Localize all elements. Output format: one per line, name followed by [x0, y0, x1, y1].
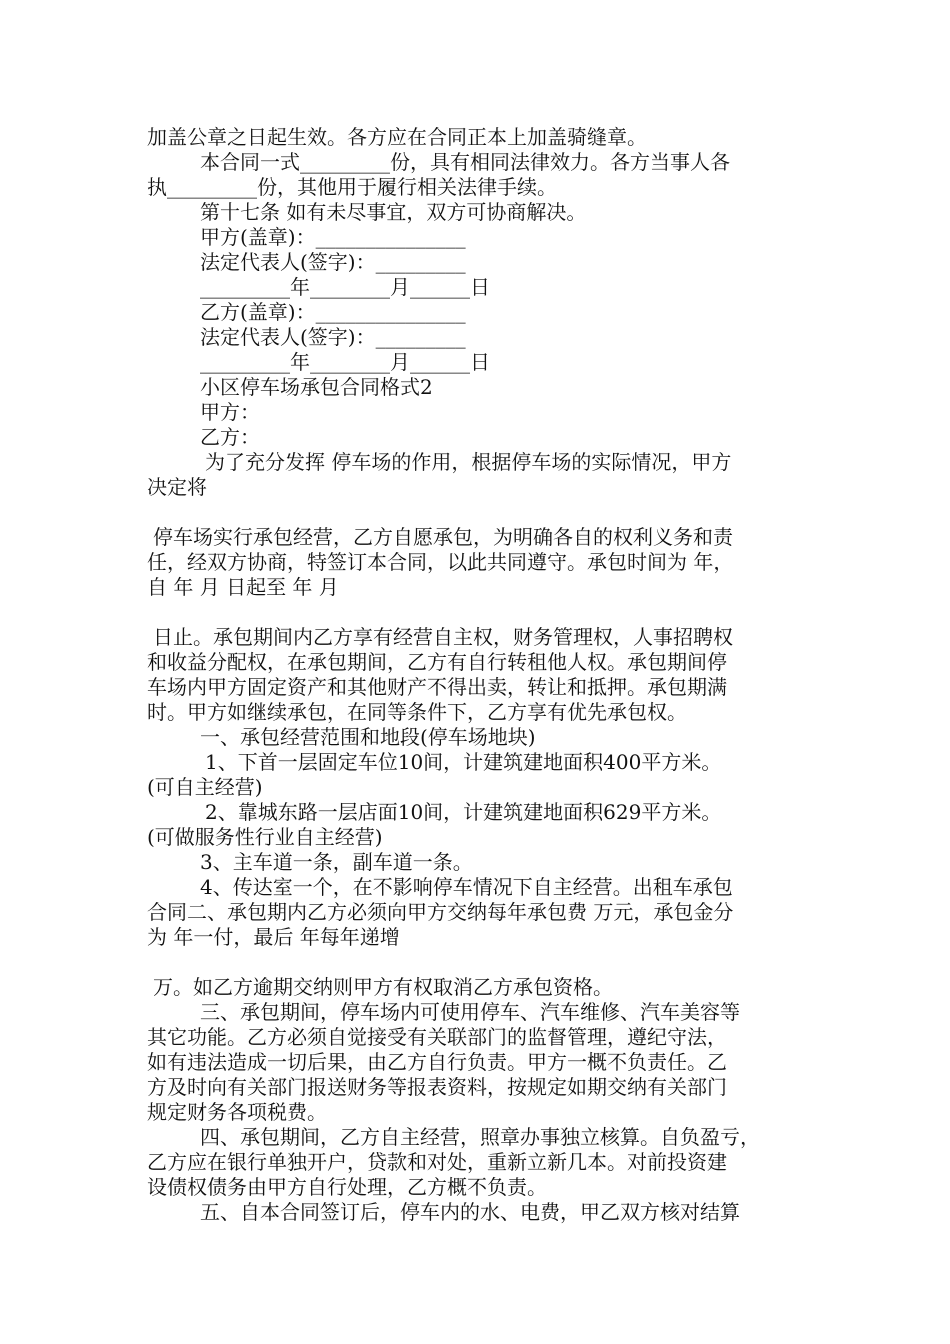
text-line: 方及时向有关部门报送财务等报表资料，按规定如期交纳有关部门 [147, 1075, 727, 1099]
clause-heading: 一、承包经营范围和地段(停车场地块) [200, 725, 536, 749]
clause-heading: 四、承包期间，乙方自主经营，照章办事独立核算。自负盈亏， [200, 1125, 760, 1149]
party-a-seal-line: 甲方(盖章)：_______________ [200, 225, 466, 249]
party-a-representative-line: 法定代表人(签字)：_________ [200, 250, 466, 274]
text-line: 其它功能。乙方必须自觉接受有关联部门的监督管理，遵纪守法， [147, 1025, 727, 1049]
text-line: (可做服务性行业自主经营) [147, 825, 383, 849]
party-b-date-line: _________年________月______日 [200, 350, 490, 374]
text-line: 本合同一式_________份，具有相同法律效力。各方当事人各 [200, 150, 730, 174]
text-line: 合同二、承包期内乙方必须向甲方交纳每年承包费 万元，承包金分 [147, 900, 734, 924]
text-line: 时。甲方如继续承包，在同等条件下，乙方享有优先承包权。 [147, 700, 687, 724]
party-a-label: 甲方： [200, 400, 260, 424]
text-line: 停车场实行承包经营，乙方自愿承包，为明确各自的权利义务和责 [153, 525, 733, 549]
article-17-line: 第十七条 如有未尽事宜，双方可协商解决。 [200, 200, 587, 224]
party-b-label: 乙方： [200, 425, 260, 449]
text-line: 加盖公章之日起生效。各方应在合同正本上加盖骑缝章。 [147, 125, 647, 149]
party-b-seal-line: 乙方(盖章)：_______________ [200, 300, 466, 324]
clause-heading: 三、承包期间，停车场内可使用停车、汽车维修、汽车美容等 [200, 1000, 740, 1024]
text-line: 为 年一付，最后 年每年递增 [147, 925, 400, 949]
text-line: 车场内甲方固定资产和其他财产不得出卖，转让和抵押。承包期满 [147, 675, 727, 699]
text-line: 日止。承包期间内乙方享有经营自主权，财务管理权，人事招聘权 [153, 625, 733, 649]
text-line: 如有违法造成一切后果，由乙方自行负责。甲方一概不负责任。乙 [147, 1050, 727, 1074]
text-line: 3、主车道一条，副车道一条。 [200, 850, 473, 874]
party-b-representative-line: 法定代表人(签字)：_________ [200, 325, 466, 349]
text-line: 任，经双方协商，特签订本合同，以此共同遵守。承包时间为 年， [147, 550, 734, 574]
party-a-date-line: _________年________月______日 [200, 275, 490, 299]
text-line: 1、下首一层固定车位10间，计建筑建地面积400平方米。 [205, 750, 722, 774]
section-title: 小区停车场承包合同格式2 [200, 375, 433, 399]
text-line: 决定将 [147, 475, 207, 499]
clause-heading: 五、自本合同签订后，停车内的水、电费，甲乙双方核对结算 [200, 1200, 740, 1224]
text-line: 乙方应在银行单独开户，贷款和对处，重新立新几本。对前投资建 [147, 1150, 727, 1174]
text-line: 规定财务各项税费。 [147, 1100, 327, 1124]
text-line: 4、传达室一个，在不影响停车情况下自主经营。出租车承包 [200, 875, 733, 899]
text-line: 万。如乙方逾期交纳则甲方有权取消乙方承包资格。 [153, 975, 613, 999]
text-line: 2、靠城东路一层店面10间，计建筑建地面积629平方米。 [205, 800, 722, 824]
text-line: 为了充分发挥 停车场的作用，根据停车场的实际情况，甲方 [205, 450, 732, 474]
text-line: 自 年 月 日起至 年 月 [147, 575, 339, 599]
text-line: 执_________份，其他用于履行相关法律手续。 [147, 175, 557, 199]
text-line: 设债权债务由甲方自行处理，乙方概不负责。 [147, 1175, 547, 1199]
text-line: 和收益分配权，在承包期间，乙方有自行转租他人权。承包期间停 [147, 650, 727, 674]
text-line: (可自主经营) [147, 775, 263, 799]
